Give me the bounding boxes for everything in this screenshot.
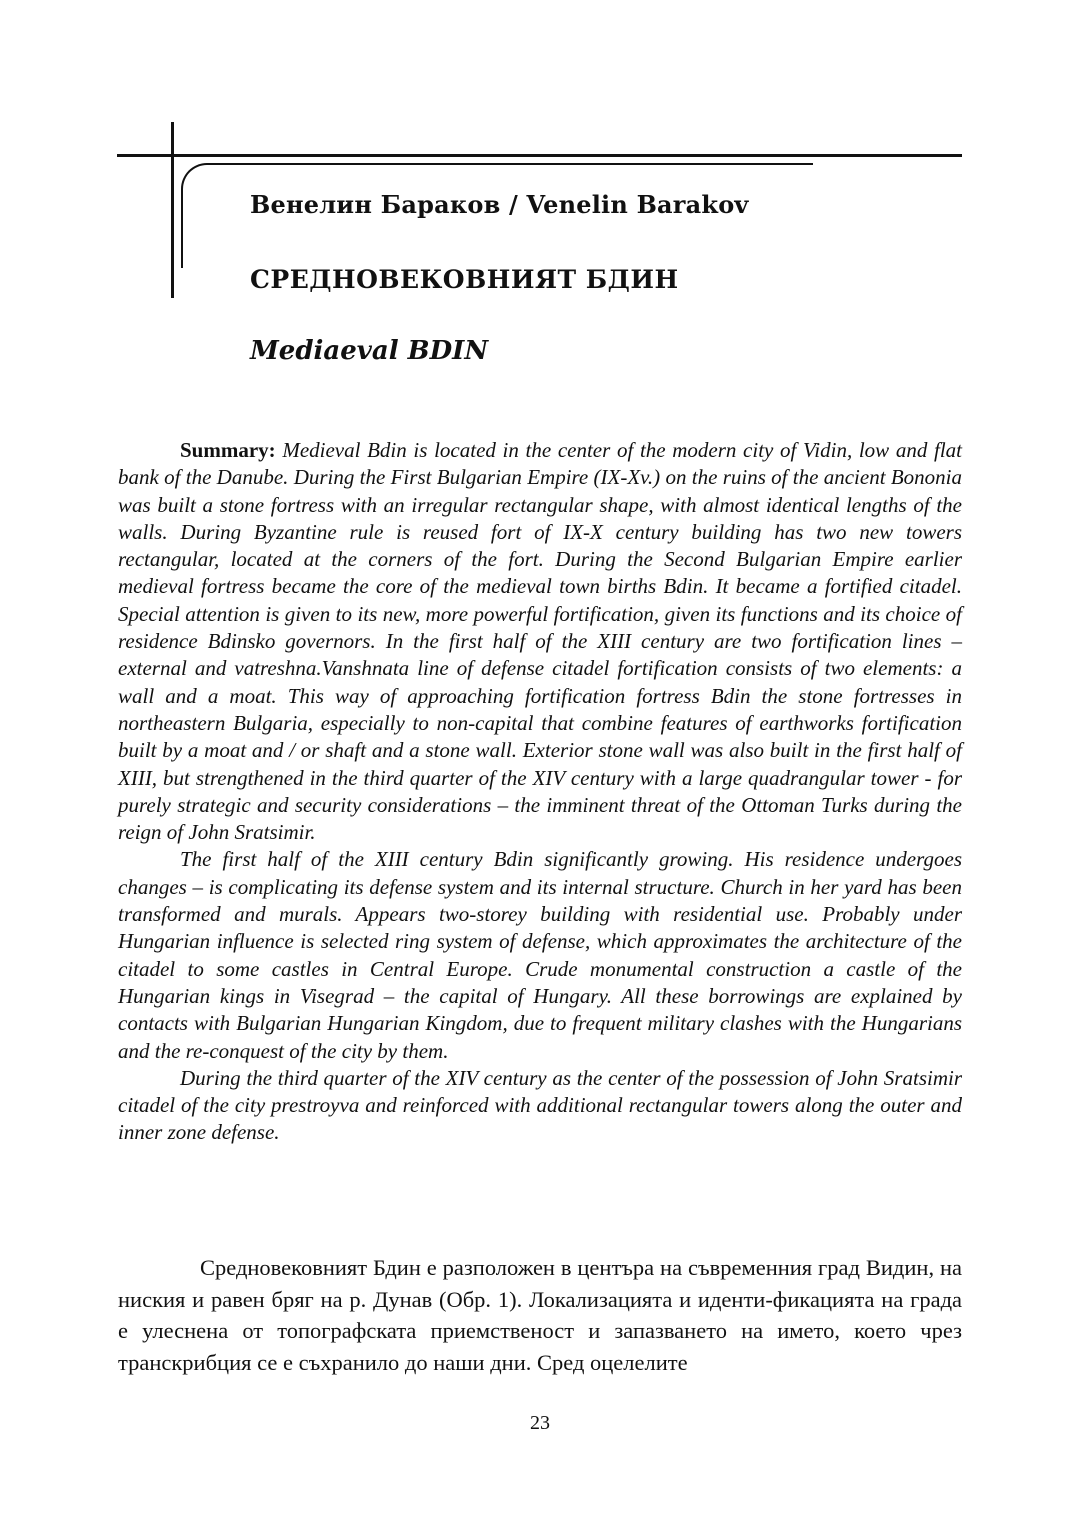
summary-label: Summary: (180, 438, 276, 462)
summary-section (118, 437, 962, 1147)
article-title-bulgarian: СРЕДНОВЕКОВНИЯТ БДИН (250, 265, 679, 294)
header-horizontal-rule (117, 154, 962, 157)
header-frame-tail (181, 250, 183, 268)
author-line: Венелин Бараков / Venelin Barakov (250, 190, 749, 219)
body-paragraph-1: Средновековният Бдин е разположен в центъра на съвременния град Видин, на ниския и равен бряг на р. Дунав (Обр. 1). Локализацията и иденти-фикацията на града е улеснена от топографската приемственост и запазването на името, което чрез транскрибция се е съхранило до наши дни. Сред оцелелите (118, 1255, 962, 1375)
page-number: 23 (530, 1412, 550, 1434)
summary-paragraph-2: The first half of the XIII century Bdin significantly growing. His residence undergoes changes – is complicating its defense system and its internal structure. Church in her yard has been transformed and murals. Appears two-storey building with residential use. Probably under Hungarian influence is selected ring system of defense, which approximates the architecture of the citadel to some castles in Central Europe. Crude monumental construction a castle of the Hungarian kings in Visegrad – the capital of Hungary. All these borrowings are explained by contacts with Bulgarian Hungarian Kingdom, due to frequent military clashes with the Hungarians and the re-conquest of the city by them. (118, 847, 962, 1063)
body-section (118, 1252, 962, 1378)
summary-paragraph-1-text: Medieval Bdin is located in the center of the modern city of Vidin, low and flat bank of the Danube. During the First Bulgarian Empire (IX-Xv.) on the ruins of the ancient Bononia was built a stone fortress with an irregular rectangular shape, with almost identical lengths of the walls. During Byzantine rule is reused fort of IX-X century building has two new towers rectangular, located at the corners of the fort. During the Second Bulgarian Empire earlier medieval fortress became the core of the medieval town births Bdin. It became a fortified citadel. Special attention is given to its new, more powerful fortification, given its functions and its choice of residence Bdinsko governors. In the first half of the XIII century are two fortification lines – external and vatreshna.Vanshnata line of defense citadel fortification consists of two elements: a wall and a moat. This way of approaching fortification fortress Bdin the stone fortresses in northeastern Bulgaria, especially to non-capital that combine features of earthworks fortification built by a moat and / or shaft and a stone wall. Exterior stone wall was also built in the first half of XIII, but strengthened in the third quarter of the XIV century with a large quadrangular tower - for purely strategic and security considerations – the imminent threat of the Ottoman Turks during the reign of John Sratsimir. (118, 438, 962, 845)
summary-paragraph-3: During the third quarter of the XIV century as the center of the possession of John Sratsimir citadel of the city prestroyva and reinforced with additional rectangular towers along the outer and inner zone defense. (118, 1065, 962, 1145)
article-title-english: Mediaeval BDIN (250, 336, 489, 366)
summary-paragraph-1 (118, 437, 962, 846)
header-vertical-rule (171, 122, 174, 298)
